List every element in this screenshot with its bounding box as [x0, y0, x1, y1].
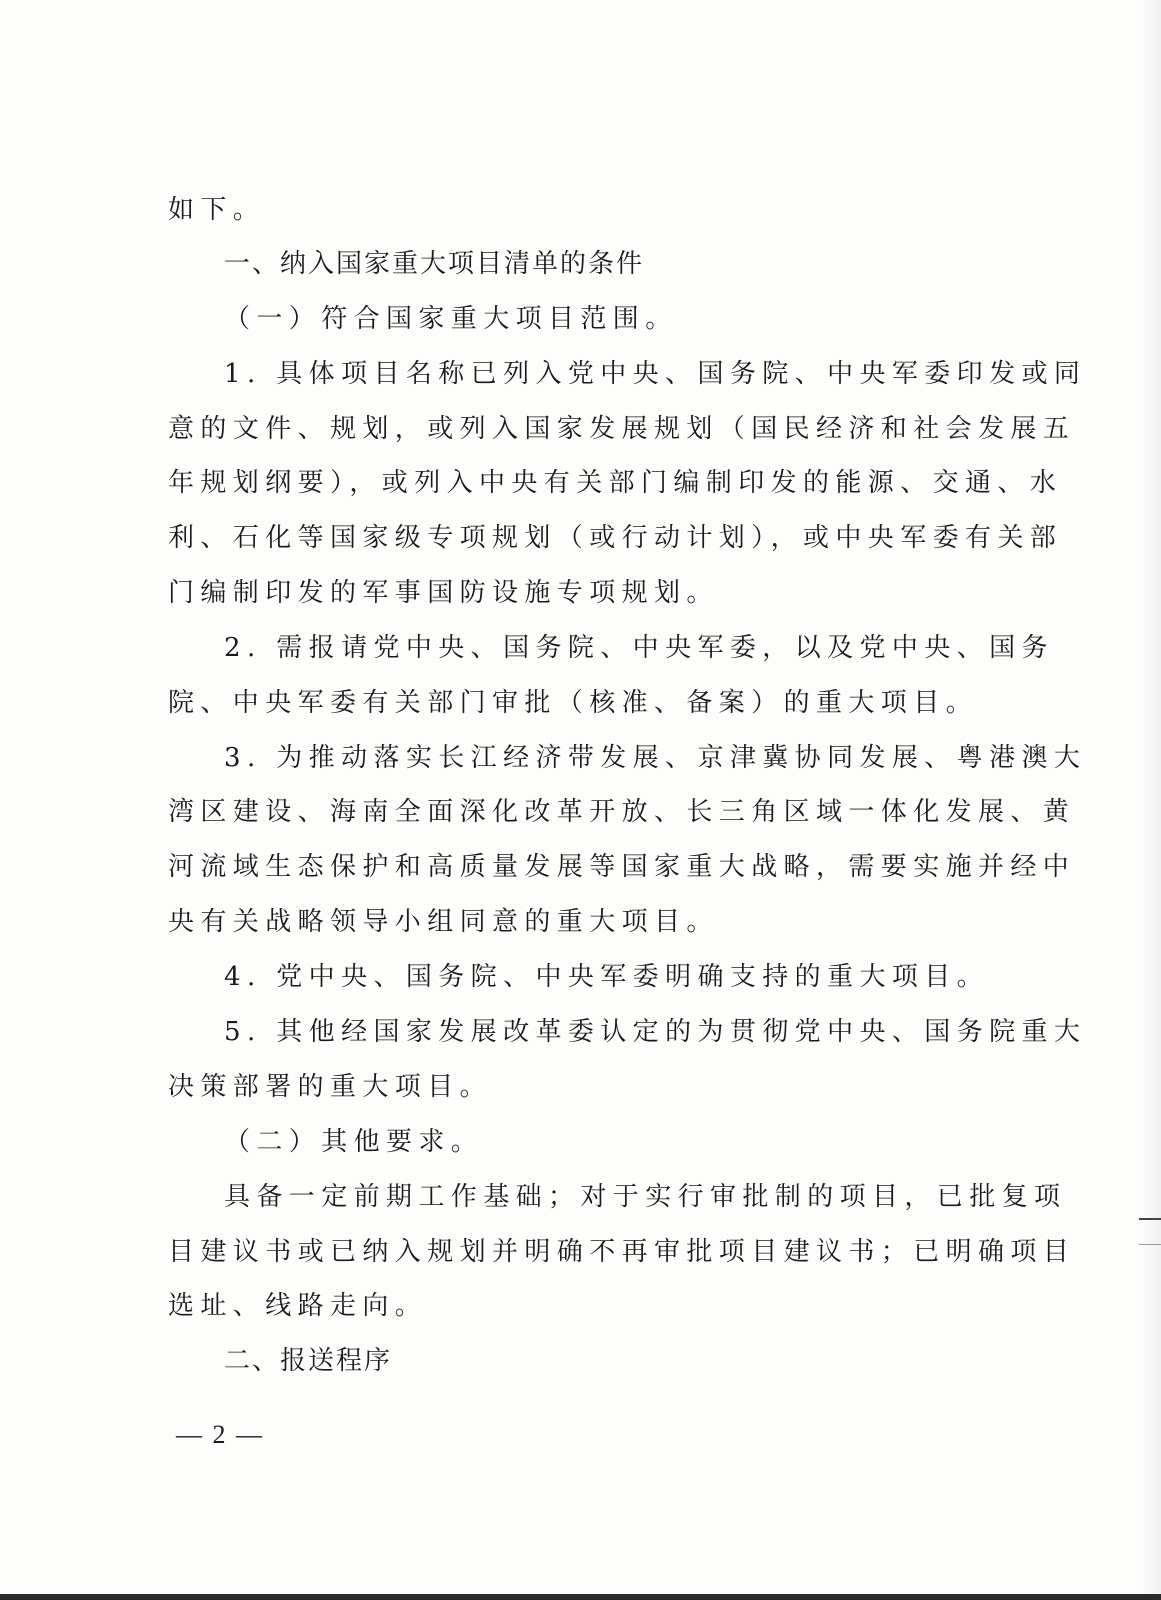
- paragraph-3-line-2: 湾区建设、海南全面深化改革开放、长三角区域一体化发展、黄: [168, 797, 1076, 827]
- paragraph-3-line-3: 河流域生态保护和高质量发展等国家重大战略，需要实施并经中: [168, 852, 1076, 882]
- page-number: — 2 —: [176, 1420, 264, 1449]
- paragraph-1-line-4: 利、石化等国家级专项规划（或行动计划），或中央军委有关部: [168, 523, 1063, 553]
- paragraph-2-line-2: 院、中央军委有关部门审批（核准、备案）的重大项目。: [168, 688, 979, 718]
- section-heading-1: 一、纳入国家重大项目清单的条件: [224, 249, 645, 279]
- paragraph-5-line-1: 5. 其他经国家发展改革委认定的为贯彻党中央、国务院重大: [224, 1017, 1087, 1047]
- scan-mark-faint: [1139, 1244, 1161, 1245]
- paragraph-6-line-1: 具备一定前期工作基础；对于实行审批制的项目，已批复项: [224, 1182, 1067, 1212]
- paragraph-1-line-3: 年规划纲要），或列入中央有关部门编制印发的能源、交通、水: [168, 468, 1063, 498]
- section-heading-2: 二、报送程序: [224, 1346, 393, 1376]
- paragraph-6-line-2: 目建议书或已纳入规划并明确不再审批项目建议书；已明确项目: [168, 1237, 1076, 1267]
- subsection-heading-1: （一）符合国家重大项目范围。: [224, 304, 678, 334]
- paragraph-1-line-1: 1. 具体项目名称已列入党中央、国务院、中央军委印发或同: [224, 359, 1087, 389]
- scan-edge-shadow: [1143, 0, 1161, 1600]
- subsection-heading-2: （二）其他要求。: [224, 1127, 484, 1157]
- paragraph-1-line-2: 意的文件、规划，或列入国家发展规划（国民经济和社会发展五: [168, 414, 1076, 444]
- scan-mark: [1139, 1218, 1161, 1220]
- scan-edge-bottom: [0, 1594, 1161, 1600]
- paragraph-3-line-4: 央有关战略领导小组同意的重大项目。: [168, 907, 719, 937]
- paragraph-6-line-3: 选址、线路走向。: [168, 1291, 428, 1321]
- text-line-continuation: 如下。: [168, 195, 266, 225]
- paragraph-2-line-1: 2. 需报请党中央、国务院、中央军委，以及党中央、国务: [224, 633, 1054, 663]
- paragraph-4-line-1: 4. 党中央、国务院、中央军委明确支持的重大项目。: [224, 962, 990, 992]
- paragraph-1-line-5: 门编制印发的军事国防设施专项规划。: [168, 578, 719, 608]
- paragraph-5-line-2: 决策部署的重大项目。: [168, 1072, 493, 1102]
- paragraph-3-line-1: 3. 为推动落实长江经济带发展、京津冀协同发展、粤港澳大: [224, 743, 1087, 773]
